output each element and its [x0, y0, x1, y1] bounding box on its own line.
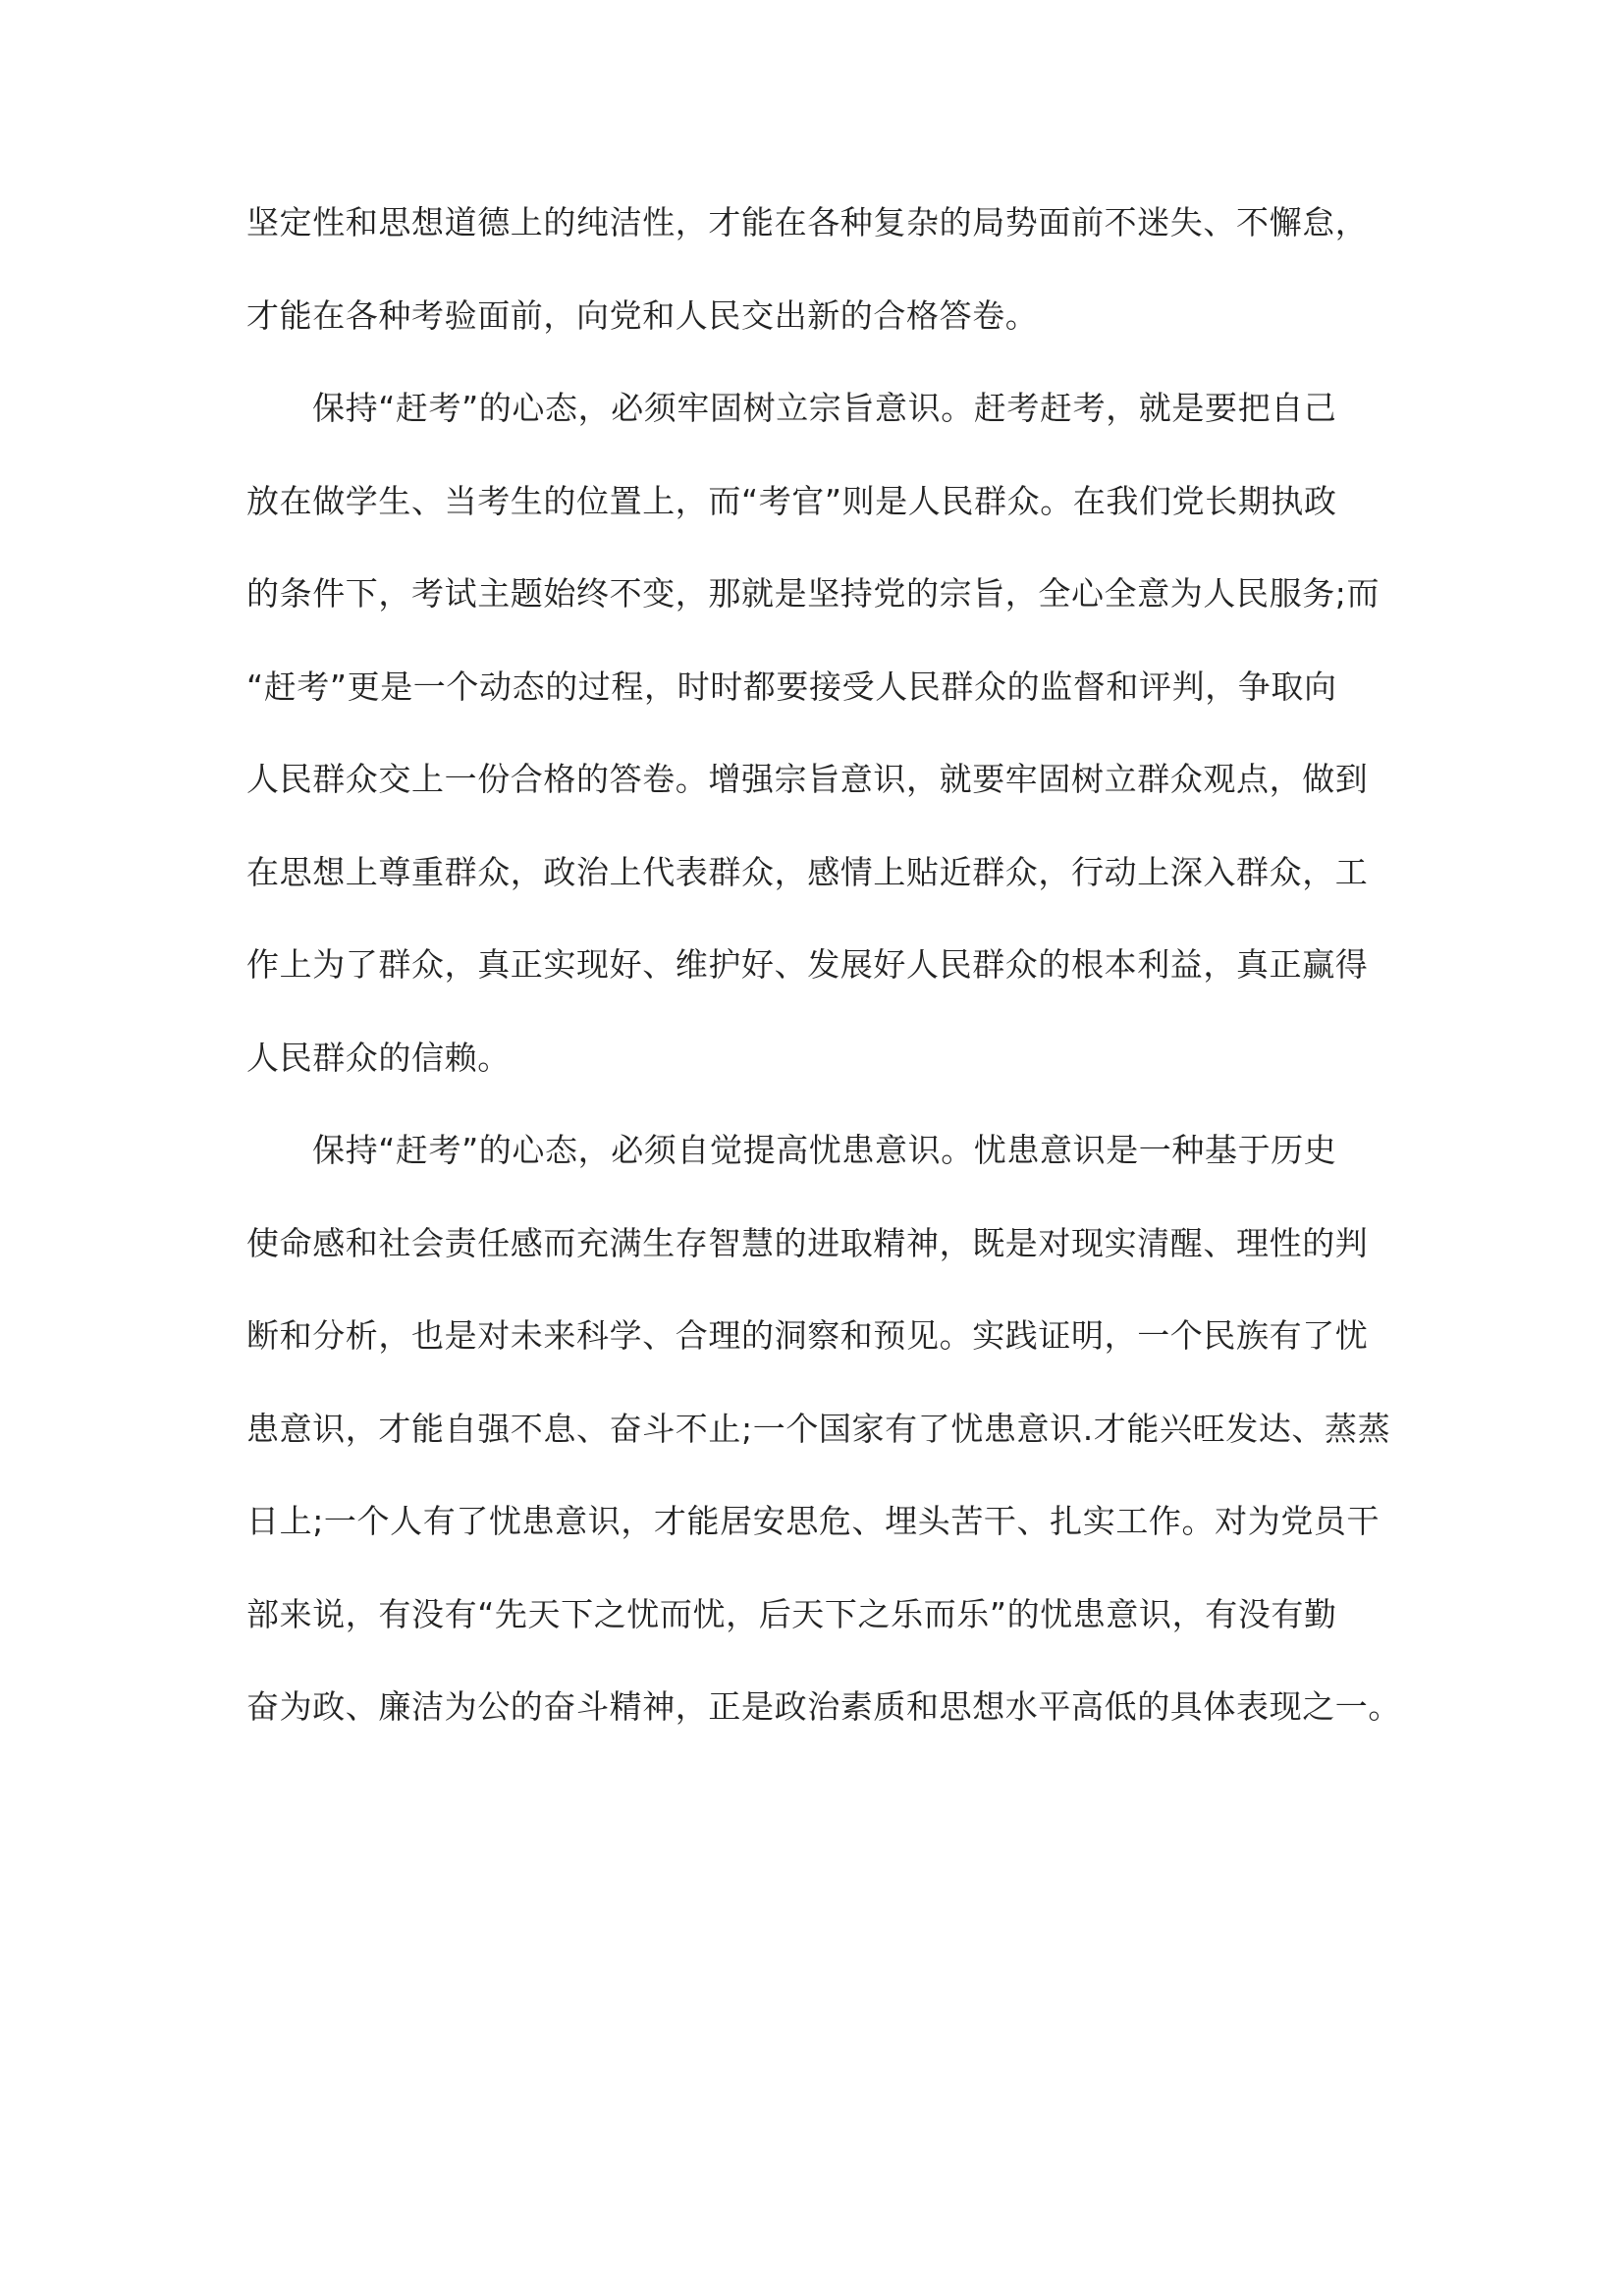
text-line: 日上;一个人有了忧患意识，才能居安思危、埋头苦干、扎实工作。对为党员干: [246, 1502, 1380, 1540]
text-line: 放在做学生、当考生的位置上，而“考官”则是人民群众。在我们党长期执政: [246, 481, 1337, 520]
text-line: 的条件下，考试主题始终不变，那就是坚持党的宗旨，全心全意为人民服务;而: [246, 574, 1380, 613]
text-line: 患意识，才能自强不息、奋斗不止;一个国家有了忧患意识.才能兴旺发达、蒸蒸: [246, 1409, 1391, 1448]
body-text: [246, 191, 1401, 1769]
text-line: 人民群众交上一份合格的答卷。增强宗旨意识，就要牢固树立群众观点，做到: [246, 760, 1369, 798]
text-line: 作上为了群众，真正实现好、维护好、发展好人民群众的根本利益，真正赢得: [246, 945, 1369, 984]
paragraph-start-line: 保持“赶考”的心态，必须牢固树立宗旨意识。赶考赶考，就是要把自己: [312, 389, 1337, 427]
paragraph-start-line: 保持“赶考”的心态，必须自觉提高忧患意识。忧患意识是一种基于历史: [312, 1131, 1337, 1169]
text-line: “赶考”更是一个动态的过程，时时都要接受人民群众的监督和评判，争取向: [246, 667, 1337, 706]
text-line: 坚定性和思想道德上的纯洁性，才能在各种复杂的局势面前不迷失、不懈怠，: [246, 203, 1369, 241]
text-line: 才能在各种考验面前，向党和人民交出新的合格答卷。: [246, 295, 1039, 335]
text-line: 奋为政、廉洁为公的奋斗精神，正是政治素质和思想水平高低的具体表现之一。: [246, 1687, 1401, 1726]
text-line: 部来说，有没有“先天下之忧而忧，后天下之乐而乐”的忧患意识，有没有勤: [246, 1594, 1337, 1633]
text-line: 在思想上尊重群众，政治上代表群众，感情上贴近群众，行动上深入群众，工: [246, 852, 1369, 891]
text-line: 人民群众的信赖。: [246, 1038, 511, 1077]
text-line: 使命感和社会责任感而充满生存智慧的进取精神，既是对现实清醒、理性的判: [246, 1223, 1369, 1262]
text-line: 断和分析，也是对未来科学、合理的洞察和预见。实践证明，一个民族有了忧: [246, 1316, 1369, 1355]
